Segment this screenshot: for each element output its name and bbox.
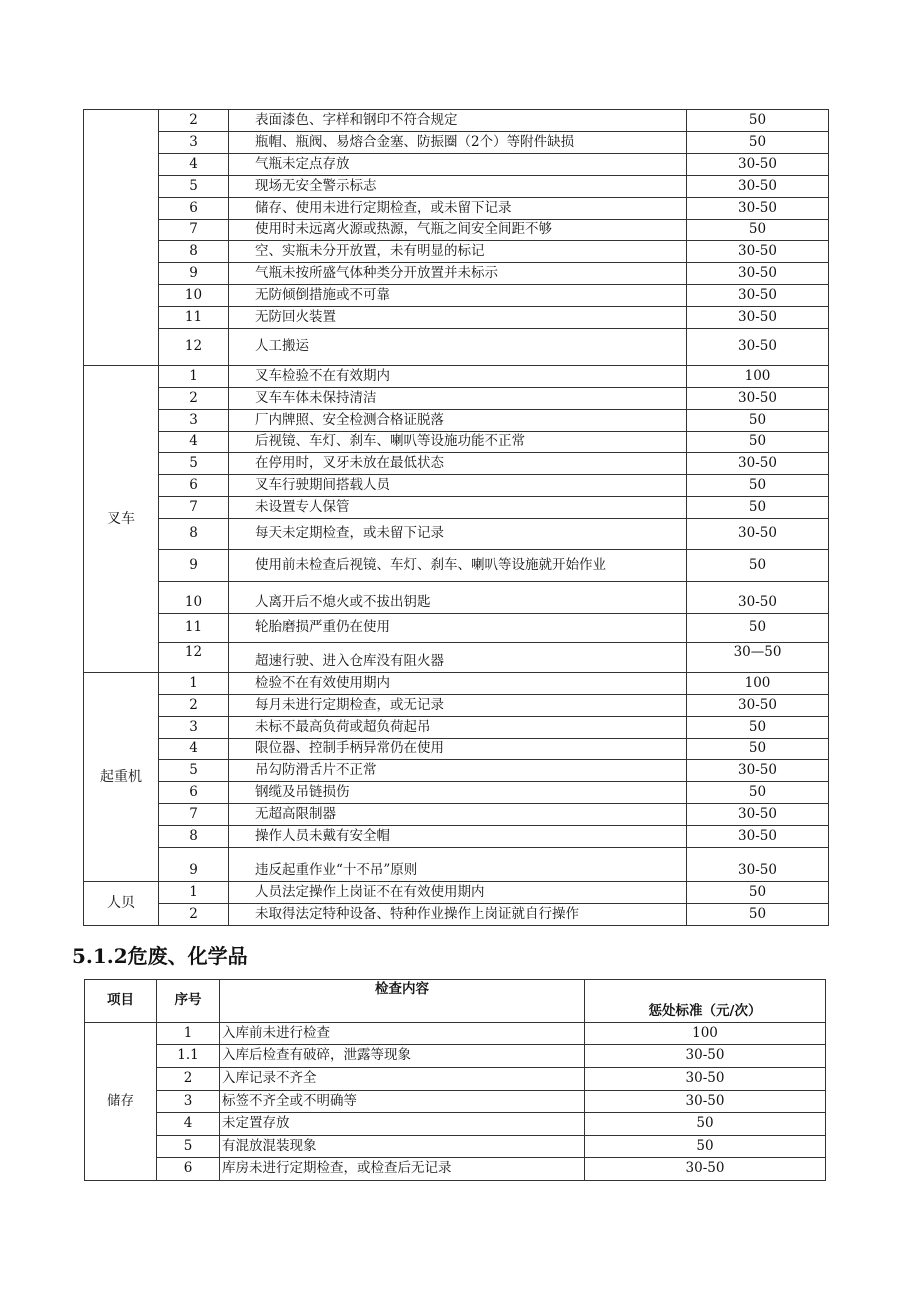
check-item: 限位器、控制手柄异常仍在使用 bbox=[229, 739, 687, 760]
table-row bbox=[84, 410, 829, 432]
penalty-value: 30-50 bbox=[687, 453, 829, 475]
row-number: 9 bbox=[159, 848, 229, 882]
penalty-value: 30-50 bbox=[687, 582, 829, 614]
table-row bbox=[84, 132, 829, 154]
row-number: 6 bbox=[159, 475, 229, 497]
row-number: 7 bbox=[159, 497, 229, 519]
header-category: 项目 bbox=[85, 980, 157, 1023]
header-number: 序号 bbox=[157, 980, 220, 1023]
check-item: 人工搬运 bbox=[229, 329, 687, 366]
header-content: 检查内容 bbox=[220, 980, 585, 1023]
check-item: 瓶帽、瓶阀、易熔合金塞、防振圈（2个）等附件缺损 bbox=[229, 132, 687, 154]
table-row bbox=[85, 1068, 826, 1091]
row-number: 7 bbox=[159, 804, 229, 826]
row-number: 9 bbox=[159, 550, 229, 582]
table-row bbox=[84, 643, 829, 673]
table-row bbox=[84, 475, 829, 497]
row-number: 4 bbox=[159, 432, 229, 453]
table-row bbox=[84, 497, 829, 519]
penalty-value: 30-50 bbox=[687, 176, 829, 198]
table-row bbox=[84, 826, 829, 848]
table-row bbox=[84, 848, 829, 882]
row-number: 5 bbox=[157, 1136, 220, 1158]
table-row bbox=[84, 804, 829, 826]
table-row bbox=[84, 307, 829, 329]
row-number: 4 bbox=[157, 1113, 220, 1136]
row-number: 11 bbox=[159, 307, 229, 329]
check-item: 人离开后不熄火或不拔出钥匙 bbox=[229, 582, 687, 614]
check-item: 后视镜、车灯、刹车、喇叭等设施功能不正常 bbox=[229, 432, 687, 453]
check-item: 储存、使用未进行定期检查，或未留下记录 bbox=[229, 198, 687, 220]
penalty-value: 50 bbox=[687, 717, 829, 739]
header-penalty: 惩处标准（元/次） bbox=[585, 980, 826, 1023]
table-row bbox=[84, 673, 829, 695]
table-row bbox=[84, 739, 829, 760]
penalty-value: 30-50 bbox=[687, 329, 829, 366]
table-row bbox=[84, 904, 829, 926]
check-item: 超速行驶、进入仓库没有阻火器 bbox=[229, 643, 687, 673]
row-number: 1 bbox=[159, 366, 229, 388]
penalty-value: 30-50 bbox=[687, 307, 829, 329]
check-item: 无防倾倒措施或不可靠 bbox=[229, 285, 687, 307]
row-number: 8 bbox=[159, 826, 229, 848]
row-number: 2 bbox=[157, 1068, 220, 1091]
penalty-value: 30-50 bbox=[687, 198, 829, 220]
check-item: 表面漆色、字样和钢印不符合规定 bbox=[229, 110, 687, 132]
table-row bbox=[84, 550, 829, 582]
row-number: 6 bbox=[159, 198, 229, 220]
penalty-value: 50 bbox=[687, 110, 829, 132]
row-number: 3 bbox=[159, 132, 229, 154]
table-row bbox=[84, 695, 829, 717]
row-number: 6 bbox=[159, 782, 229, 804]
penalty-value: 100 bbox=[687, 366, 829, 388]
table-row bbox=[85, 1091, 826, 1113]
check-item: 轮胎磨损严重仍在使用 bbox=[229, 614, 687, 643]
penalty-value: 30-50 bbox=[585, 1091, 826, 1113]
penalty-value: 30-50 bbox=[687, 241, 829, 263]
row-number: 3 bbox=[157, 1091, 220, 1113]
row-number: 1 bbox=[159, 882, 229, 904]
section-heading: 5.1.2危废、化学品 bbox=[72, 944, 248, 968]
penalty-value: 50 bbox=[585, 1113, 826, 1136]
check-item: 检验不在有效使用期内 bbox=[229, 673, 687, 695]
inspection-table-equipment bbox=[83, 109, 829, 926]
check-item: 标签不齐全或不明确等 bbox=[220, 1091, 585, 1113]
penalty-value: 50 bbox=[687, 614, 829, 643]
table-row bbox=[84, 882, 829, 904]
category-cell bbox=[84, 110, 159, 366]
check-item: 有混放混装现象 bbox=[220, 1136, 585, 1158]
check-item: 无超高限制器 bbox=[229, 804, 687, 826]
row-number: 1.1 bbox=[157, 1045, 220, 1068]
row-number: 8 bbox=[159, 519, 229, 550]
category-cell-crane: 起重机 bbox=[84, 673, 159, 882]
penalty-value: 50 bbox=[687, 782, 829, 804]
row-number: 10 bbox=[159, 285, 229, 307]
table-row bbox=[84, 366, 829, 388]
table-row bbox=[85, 1136, 826, 1158]
row-number: 8 bbox=[159, 241, 229, 263]
check-item: 气瓶未按所盛气体种类分开放置并未标示 bbox=[229, 263, 687, 285]
table-row bbox=[85, 1158, 826, 1181]
check-item: 未标不最高负荷或超负荷起吊 bbox=[229, 717, 687, 739]
row-number: 5 bbox=[159, 453, 229, 475]
table-row bbox=[85, 1113, 826, 1136]
check-item: 入库前未进行检查 bbox=[220, 1023, 585, 1045]
row-number: 2 bbox=[159, 695, 229, 717]
table-row bbox=[84, 176, 829, 198]
row-number: 4 bbox=[159, 154, 229, 176]
check-item: 未设置专人保管 bbox=[229, 497, 687, 519]
table-row bbox=[84, 241, 829, 263]
row-number: 6 bbox=[157, 1158, 220, 1181]
table-row bbox=[84, 432, 829, 453]
row-number: 2 bbox=[159, 110, 229, 132]
table-row bbox=[84, 154, 829, 176]
penalty-value: 100 bbox=[585, 1023, 826, 1045]
check-item: 操作人员未戴有安全帽 bbox=[229, 826, 687, 848]
table-row bbox=[84, 388, 829, 410]
table-row bbox=[84, 329, 829, 366]
penalty-value: 30—50 bbox=[687, 643, 829, 673]
table-row bbox=[84, 263, 829, 285]
penalty-value: 50 bbox=[687, 497, 829, 519]
check-item: 吊勾防滑舌片不正常 bbox=[229, 760, 687, 782]
category-cell-forklift: 叉车 bbox=[84, 366, 159, 673]
check-item: 现场无安全警示标志 bbox=[229, 176, 687, 198]
table-row bbox=[84, 110, 829, 132]
inspection-table-hazardous bbox=[84, 979, 826, 1181]
row-number: 10 bbox=[159, 582, 229, 614]
penalty-value: 30-50 bbox=[687, 263, 829, 285]
table-row bbox=[84, 582, 829, 614]
check-item: 入库后检查有破碎，泄露等现象 bbox=[220, 1045, 585, 1068]
check-item: 每天未定期检查，或未留下记录 bbox=[229, 519, 687, 550]
penalty-value: 50 bbox=[687, 132, 829, 154]
penalty-value: 100 bbox=[687, 673, 829, 695]
table-row bbox=[85, 1045, 826, 1068]
row-number: 2 bbox=[159, 904, 229, 926]
penalty-value: 30-50 bbox=[585, 1158, 826, 1181]
check-item: 使用前未检查后视镜、车灯、刹车、喇叭等设施就开始作业 bbox=[229, 550, 687, 582]
penalty-value: 30-50 bbox=[687, 695, 829, 717]
row-number: 12 bbox=[159, 329, 229, 366]
penalty-value: 50 bbox=[687, 550, 829, 582]
table-row bbox=[84, 453, 829, 475]
penalty-value: 30-50 bbox=[687, 388, 829, 410]
check-item: 钢缆及吊链损伤 bbox=[229, 782, 687, 804]
penalty-value: 30-50 bbox=[687, 519, 829, 550]
row-number: 5 bbox=[159, 176, 229, 198]
penalty-value: 30-50 bbox=[585, 1068, 826, 1091]
table-row bbox=[84, 717, 829, 739]
penalty-value: 50 bbox=[687, 904, 829, 926]
penalty-value: 50 bbox=[687, 882, 829, 904]
table-row bbox=[84, 760, 829, 782]
table-row bbox=[85, 1023, 826, 1045]
row-number: 9 bbox=[159, 263, 229, 285]
penalty-value: 30-50 bbox=[687, 826, 829, 848]
penalty-value: 30-50 bbox=[687, 760, 829, 782]
check-item: 库房未进行定期检查，或检查后无记录 bbox=[220, 1158, 585, 1181]
penalty-value: 50 bbox=[687, 410, 829, 432]
row-number: 11 bbox=[159, 614, 229, 643]
penalty-value: 30-50 bbox=[687, 848, 829, 882]
check-item: 未定置存放 bbox=[220, 1113, 585, 1136]
row-number: 7 bbox=[159, 220, 229, 241]
category-cell-storage: 储存 bbox=[85, 1023, 157, 1181]
check-item: 入库记录不齐全 bbox=[220, 1068, 585, 1091]
check-item: 叉车车体未保持清洁 bbox=[229, 388, 687, 410]
row-number: 1 bbox=[157, 1023, 220, 1045]
table-row bbox=[84, 285, 829, 307]
row-number: 3 bbox=[159, 410, 229, 432]
penalty-value: 30-50 bbox=[687, 804, 829, 826]
table-header-row bbox=[85, 980, 826, 1023]
penalty-value: 30-50 bbox=[585, 1045, 826, 1068]
category-cell-personnel: 人贝 bbox=[84, 882, 159, 926]
check-item: 未取得法定特种设备、特种作业操作上岗证就自行操作 bbox=[229, 904, 687, 926]
check-item: 厂内牌照、安全检测合格证脱落 bbox=[229, 410, 687, 432]
row-number: 5 bbox=[159, 760, 229, 782]
table-row bbox=[84, 614, 829, 643]
penalty-value: 50 bbox=[687, 475, 829, 497]
table-row bbox=[84, 198, 829, 220]
check-item: 叉车检验不在有效期内 bbox=[229, 366, 687, 388]
penalty-value: 50 bbox=[687, 739, 829, 760]
check-item: 使用时未远离火源或热源，气瓶之间安全间距不够 bbox=[229, 220, 687, 241]
penalty-value: 30-50 bbox=[687, 285, 829, 307]
table-row bbox=[84, 220, 829, 241]
row-number: 3 bbox=[159, 717, 229, 739]
check-item: 空、实瓶未分开放置，未有明显的标记 bbox=[229, 241, 687, 263]
row-number: 12 bbox=[159, 643, 229, 673]
row-number: 1 bbox=[159, 673, 229, 695]
penalty-value: 50 bbox=[687, 220, 829, 241]
penalty-value: 50 bbox=[687, 432, 829, 453]
table-row bbox=[84, 519, 829, 550]
check-item: 违反起重作业“十不吊”原则 bbox=[229, 848, 687, 882]
check-item: 人员法定操作上岗证不在有效使用期内 bbox=[229, 882, 687, 904]
check-item: 无防回火装置 bbox=[229, 307, 687, 329]
penalty-value: 50 bbox=[585, 1136, 826, 1158]
row-number: 2 bbox=[159, 388, 229, 410]
penalty-value: 30-50 bbox=[687, 154, 829, 176]
check-item: 每月未进行定期检查，或无记录 bbox=[229, 695, 687, 717]
check-item: 气瓶未定点存放 bbox=[229, 154, 687, 176]
table-row bbox=[84, 782, 829, 804]
check-item: 叉车行驶期间搭载人员 bbox=[229, 475, 687, 497]
check-item: 在停用时，叉牙未放在最低状态 bbox=[229, 453, 687, 475]
row-number: 4 bbox=[159, 739, 229, 760]
